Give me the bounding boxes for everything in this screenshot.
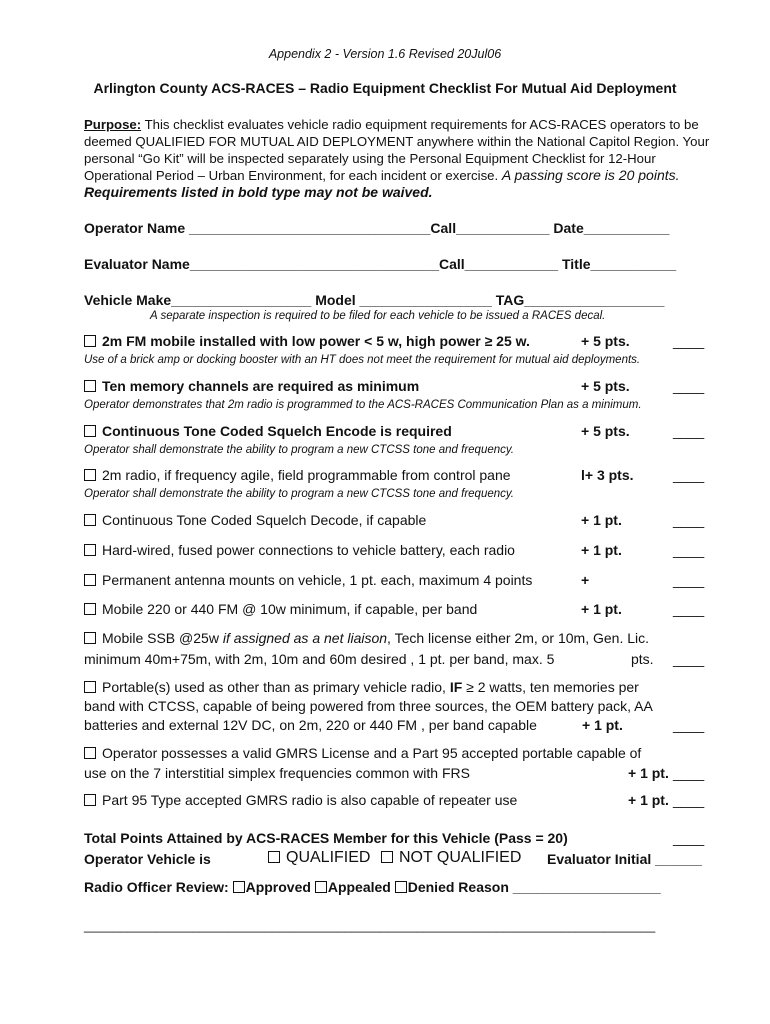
item-gmrs-repeater [84, 792, 517, 808]
item-gmrs-license [84, 745, 641, 761]
item-label-cont: ≥ 2 watts, ten memories per [462, 679, 639, 695]
checkbox[interactable] [84, 544, 96, 556]
evaluator-field[interactable]: Evaluator Name________________________________Call____________ Title___________ [84, 256, 677, 272]
item-label: Portable(s) used as other than as primary vehicle radio, [102, 679, 450, 695]
score-blank[interactable]: ____ [673, 423, 705, 439]
item-label-bold: IF [449, 679, 463, 695]
item-label: Ten memory channels are required as minimum [102, 378, 420, 394]
approved-label: Approved [245, 879, 311, 895]
item-label: Continuous Tone Coded Squelch Decode, if capable [102, 512, 427, 528]
score-blank[interactable]: ____ [673, 792, 705, 808]
document-title: Arlington County ACS-RACES – Radio Equipment Checklist For Mutual Aid Deployment [93, 80, 677, 96]
purpose-text: This checklist evaluates vehicle radio equipment requirements for ACS-RACES operators to be deemed QUALIFIED FOR MUTUAL AID DEPLOYMENT anywhere within the National Capitol Region. Your personal “Go Kit” will be inspected separately using the Personal Equipment Checklist for 12-Hour Operational Period – Urban Environment, for each incident or exercise. [84, 117, 710, 183]
score-blank[interactable]: ____ [673, 601, 705, 617]
purpose-paragraph [84, 116, 724, 201]
item-points: + 1 pt. [581, 512, 622, 528]
item-hard-wired-power [84, 542, 515, 558]
item-label: Hard-wired, fused power connections to vehicle battery, each radio [102, 542, 515, 558]
review-row [84, 879, 661, 895]
item-note: Operator shall demonstrate the ability to program a new CTCSS tone and frequency. [84, 488, 514, 500]
checkbox[interactable] [84, 603, 96, 615]
checkbox[interactable] [84, 469, 96, 481]
checkbox[interactable] [381, 851, 393, 863]
vehicle-note: A separate inspection is required to be filed for each vehicle to be issued a RACES decal. [150, 310, 606, 322]
item-points: + 1 pt. [581, 542, 622, 558]
purpose-label: Purpose: [84, 117, 142, 132]
item-note: Use of a brick amp or docking booster with an HT does not meet the requirement for mutual aid deployments. [84, 354, 641, 366]
item-ctcss-encode [84, 423, 452, 439]
item-frequency-agile [84, 467, 511, 483]
total-points-label: Total Points Attained by ACS-RACES Member for this Vehicle (Pass = 20) [84, 830, 568, 846]
not-qualified-label: NOT QUALIFIED [399, 849, 522, 866]
item-note: Operator demonstrates that 2m radio is programmed to the ACS-RACES Communication Plan as a minimum. [84, 399, 642, 411]
waiver-note: Requirements listed in bold type may not be waived. [84, 184, 433, 200]
item-label: Continuous Tone Coded Squelch Encode is required [102, 423, 452, 439]
item-line2: use on the 7 interstitial simplex frequencies common with FRS [84, 765, 470, 781]
item-points: + 5 pts. [581, 423, 630, 439]
score-blank[interactable]: ____ [673, 572, 705, 588]
checkbox[interactable] [84, 425, 96, 437]
denied-label: Denied Reason ___________________ [407, 879, 661, 895]
item-label: Operator possesses a valid GMRS License and a Part 95 accepted portable capable of [102, 745, 642, 761]
item-2m-mobile [84, 333, 530, 349]
item-label-cont: , Tech license either 2m, or 10m, Gen. Lic. [387, 630, 650, 646]
score-blank[interactable]: ____ [673, 765, 705, 781]
item-memory-channels [84, 378, 419, 394]
item-line2: minimum 40m+75m, with 2m, 10m and 60m desired , 1 pt. per band, max. 5 [84, 651, 555, 667]
item-antenna-mounts [84, 572, 532, 588]
qualified-label: QUALIFIED [286, 849, 371, 866]
item-points: + 1 pt. [628, 792, 669, 808]
checkbox[interactable] [395, 881, 407, 893]
not-qualified-option[interactable] [381, 849, 521, 867]
item-points: + [581, 572, 590, 588]
qualified-option[interactable] [268, 849, 370, 867]
score-blank[interactable]: ____ [673, 717, 705, 733]
score-blank[interactable]: ____ [673, 512, 705, 528]
vehicle-field[interactable]: Vehicle Make__________________ Model _________________ TAG__________________ [84, 292, 665, 308]
item-label-italic: if assigned as a net liaison [222, 630, 388, 646]
reason-line[interactable]: _______________________________________________________________________________ [84, 918, 656, 933]
checkbox[interactable] [84, 380, 96, 392]
item-mobile-220-440 [84, 601, 477, 617]
score-blank[interactable]: ____ [673, 378, 705, 394]
item-mobile-ssb [84, 630, 649, 646]
item-points: + 5 pts. [581, 378, 630, 394]
total-blank[interactable]: ____ [673, 830, 705, 846]
score-blank[interactable]: ____ [673, 651, 705, 667]
item-label: Mobile 220 or 440 FM @ 10w minimum, if capable, per band [102, 601, 478, 617]
item-line3: batteries and external 12V DC, on 2m, 220 or 440 FM , per band capable [84, 717, 537, 733]
item-points: + 1 pt. [628, 765, 669, 781]
item-ctcss-decode [84, 512, 426, 528]
item-portables [84, 679, 639, 695]
checkbox[interactable] [84, 747, 96, 759]
item-label: Part 95 Type accepted GMRS radio is also capable of repeater use [102, 792, 518, 808]
item-label: 2m radio, if frequency agile, field programmable from control pane [102, 467, 511, 483]
checkbox[interactable] [315, 881, 327, 893]
item-points: l+ 3 pts. [581, 467, 634, 483]
item-line2: band with CTCSS, capable of being powered from three sources, the OEM battery pack, AA [84, 698, 653, 714]
operator-field[interactable]: Operator Name _______________________________Call____________ Date___________ [84, 220, 670, 236]
item-label: Permanent antenna mounts on vehicle, 1 pt. each, maximum 4 points [102, 572, 533, 588]
item-points: + 5 pts. [581, 333, 630, 349]
checkbox[interactable] [84, 574, 96, 586]
item-note: Operator shall demonstrate the ability to program a new CTCSS tone and frequency. [84, 444, 514, 456]
score-blank[interactable]: ____ [673, 542, 705, 558]
checkbox[interactable] [84, 681, 96, 693]
checkbox[interactable] [84, 794, 96, 806]
document-header: Appendix 2 - Version 1.6 Revised 20Jul06 [268, 47, 502, 61]
checkbox[interactable] [268, 851, 280, 863]
score-blank[interactable]: ____ [673, 333, 705, 349]
checkbox[interactable] [84, 335, 96, 347]
item-points: + 1 pt. [581, 601, 622, 617]
checkbox[interactable] [233, 881, 245, 893]
passing-score: A passing score is 20 points. [501, 167, 680, 183]
item-label: 2m FM mobile installed with low power < 5 w, high power ≥ 25 w. [102, 333, 530, 349]
review-label: Radio Officer Review: [84, 879, 229, 895]
operator-vehicle-label: Operator Vehicle is [84, 851, 211, 867]
item-points: + 1 pt. [582, 717, 623, 733]
item-label: Mobile SSB @25w [102, 630, 223, 646]
evaluator-initial[interactable]: Evaluator Initial ______ [547, 851, 702, 867]
score-blank[interactable]: ____ [673, 467, 705, 483]
item-points: pts. [631, 651, 654, 667]
checkbox[interactable] [84, 514, 96, 526]
checkbox[interactable] [84, 632, 96, 644]
appealed-label: Appealed [327, 879, 391, 895]
